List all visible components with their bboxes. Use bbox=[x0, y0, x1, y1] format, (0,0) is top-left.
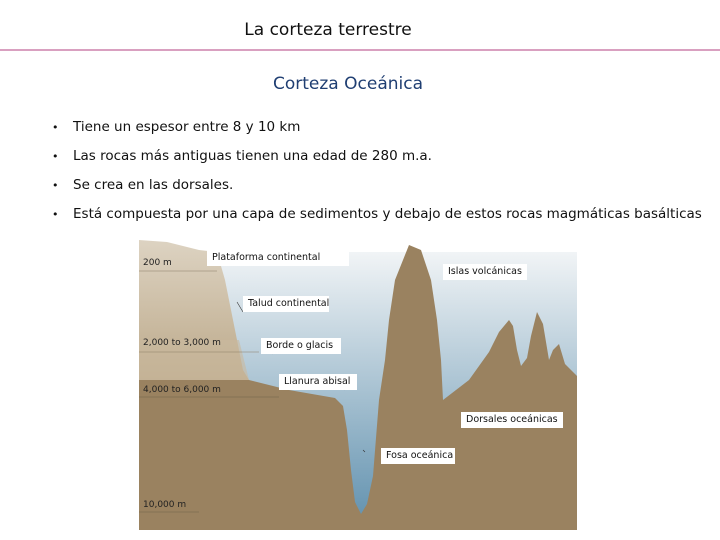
bullet-item bbox=[52, 205, 702, 234]
depth-label: 200 m bbox=[143, 258, 172, 268]
depth-label: 2,000 to 3,000 m bbox=[143, 338, 221, 348]
bullet-text: Tiene un espesor entre 8 y 10 km bbox=[73, 119, 301, 135]
ocean-floor-diagram bbox=[139, 240, 577, 530]
bullet-item bbox=[52, 147, 702, 176]
bullet-item bbox=[52, 176, 702, 205]
bullet-text: Está compuesta por una capa de sedimentos y debajo de estos rocas magmáticas basálticas bbox=[73, 206, 702, 222]
label-fosa-oceanica: Fosa oceánica bbox=[381, 448, 455, 464]
bullet-icon: • bbox=[52, 208, 59, 221]
bullet-item bbox=[52, 118, 702, 147]
label-dorsales-oceanicas: Dorsales oceánicas bbox=[461, 412, 563, 428]
bullet-icon: • bbox=[52, 150, 59, 163]
slide-subtitle: Corteza Oceánica bbox=[273, 74, 423, 94]
title-divider bbox=[0, 49, 720, 51]
bullet-text: Se crea en las dorsales. bbox=[73, 177, 234, 193]
label-llanura-abisal: Llanura abisal bbox=[279, 374, 357, 390]
depth-label: 4,000 to 6,000 m bbox=[143, 385, 221, 395]
bullet-list bbox=[52, 118, 702, 234]
bullet-text: Las rocas más antiguas tienen una edad de 280 m.a. bbox=[73, 148, 432, 164]
label-islas-volcanicas: Islas volcánicas bbox=[443, 264, 527, 280]
depth-label: 10,000 m bbox=[143, 500, 187, 510]
bullet-icon: • bbox=[52, 179, 59, 192]
label-plataforma-continental: Plataforma continental bbox=[207, 250, 349, 266]
bullet-icon: • bbox=[52, 121, 59, 134]
slide-title: La corteza terrestre bbox=[244, 20, 412, 40]
label-borde-glacis: Borde o glacis bbox=[261, 338, 341, 354]
label-talud-continental: Talud continental bbox=[243, 296, 329, 312]
